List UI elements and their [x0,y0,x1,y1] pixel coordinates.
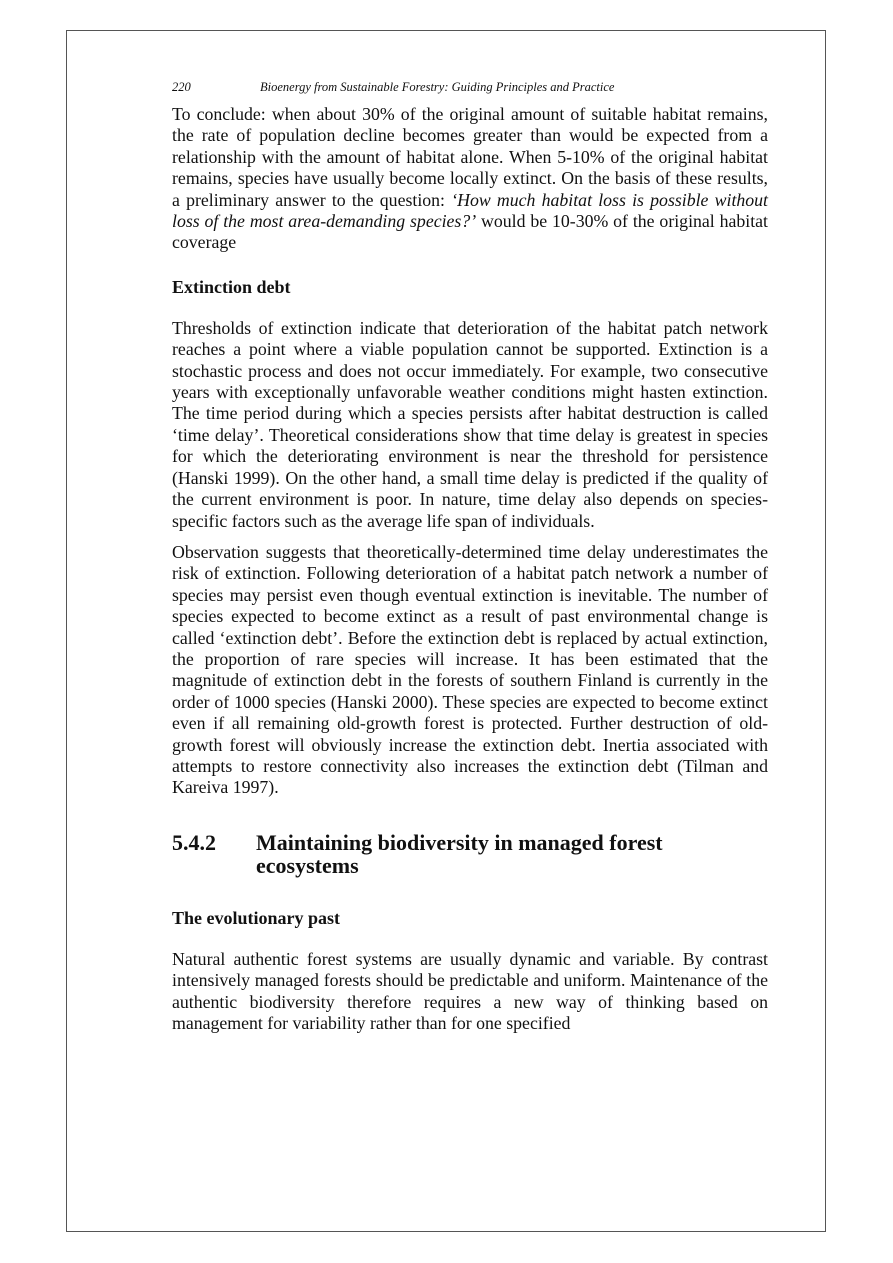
extinction-debt-paragraph-2: Observation suggests that theoretically-determined time delay underestimates the risk of extinction. Following deterioration of a habitat patch network a number of species may persist even though eventual extinction is inevitable. The number of species expected to become extinct as a result of past environmental change is called ‘extinction debt’. Before the extinction debt is replaced by actual extinction, the proportion of rare species will increase. It has been estimated that the magnitude of extinction debt in the forests of southern Finland is currently in the order of 1000 species (Hanski 2000). These species are expected to become extinct even if all remaining old-growth forest is protected. Further destruction of old-growth forest will obviously increase the extinction debt. Inertia associated with attempts to restore connectivity also increases the extinction debt (Tilman and Kareiva 1997). [172,541,768,798]
intro-question: ‘How much habitat loss is possible without loss of the most area-demanding species?’ [172,189,768,232]
running-title: Bioenergy from Sustainable Forestry: Guiding Principles and Practice [260,80,615,94]
running-header [172,78,768,96]
extinction-debt-paragraph-1: Thresholds of extinction indicate that deterioration of the habitat patch network reaches a point where a viable population cannot be supported. Extinction is a stochastic process and does not occur immediately. For example, two consecutive years with exceptionally unfavorable weather conditions might hasten extinction. The time period during which a species persists after habitat destruction is called ‘time delay’. Theoretical considerations show that time delay is greatest in species for which the deteriorating environment is near the threshold for persistence (Hanski 1999). On the other hand, a small time delay is predicted if the quality of the current environment is poor. In nature, time delay also depends on species-specific factors such as the average life span of individuals. [172,317,768,531]
section-title: Maintaining biodiversity in managed forest ecosystems [256,829,663,878]
intro-text-start: To conclude: when about 30% of the original amount of suitable habitat remains, the rate of population decline becomes greater than would be expected from a relationship with the amount of habitat alone. When 5-10% of the original habitat remains, species have usually become locally extinct. On the basis of these results, a preliminary answer to the question: [172,104,768,210]
section-number: 5.4.2 [172,829,216,855]
extinction-debt-heading: Extinction debt [172,276,291,297]
evolutionary-past-paragraph-1: Natural authentic forest systems are usually dynamic and variable. By contrast intensively managed forests should be predictable and uniform. Maintenance of the authentic biodiversity therefore requires a new way of thinking based on management for variability rather than for one specified [172,948,768,1033]
text-column [172,78,768,1034]
section-heading [172,831,768,877]
intro-paragraph [172,104,768,254]
evolutionary-past-heading: The evolutionary past [172,907,341,928]
intro-text-end: would be 10-30% of the original habitat coverage [172,211,768,253]
page-number: 220 [172,80,191,94]
